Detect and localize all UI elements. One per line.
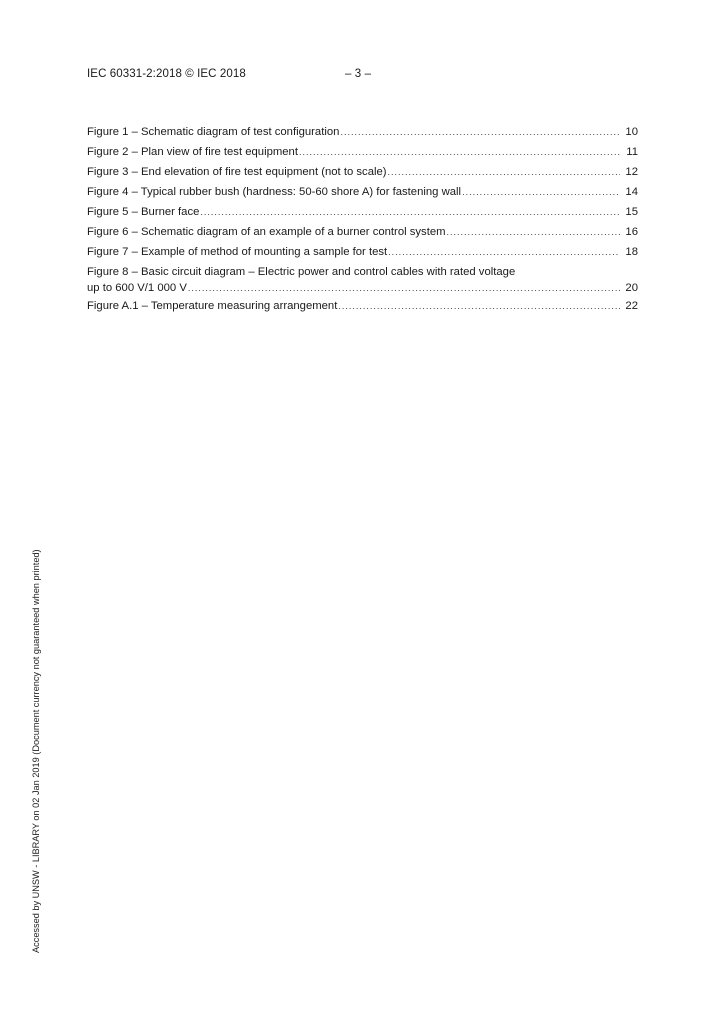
dot-leader [388, 165, 620, 179]
toc-entry-text: Figure 1 – Schematic diagram of test configuration [87, 126, 340, 138]
toc-entry-figure-3[interactable] [87, 163, 638, 183]
toc-entry-page: 15 [625, 206, 638, 218]
dot-leader [447, 225, 620, 239]
toc-entry-page: 14 [625, 186, 638, 198]
toc-entry-text: Figure 4 – Typical rubber bush (hardness: 50-60 shore A) for fastening wall [87, 186, 462, 198]
toc-entry-page: 12 [625, 166, 638, 178]
toc-entry-figure-7[interactable] [87, 243, 638, 263]
toc-entry-text: Figure A.1 – Temperature measuring arrangement [87, 300, 338, 312]
dot-leader [299, 145, 620, 159]
toc-entry-page: 18 [625, 246, 638, 258]
toc-entry-figure-1[interactable] [87, 123, 638, 143]
page-number: – 3 – [345, 68, 372, 80]
dot-leader [188, 281, 620, 295]
toc-entry-text-line-2: up to 600 V/1 000 V [87, 282, 187, 294]
page-header [87, 68, 387, 84]
toc-entry-text: Figure 6 – Schematic diagram of an example of a burner control system [87, 226, 446, 238]
toc-entry-figure-a1[interactable] [87, 297, 638, 317]
toc-entry-page: 20 [625, 282, 638, 294]
toc-entry-page: 11 [626, 146, 638, 158]
toc-entry-text: Figure 3 – End elevation of fire test equipment (not to scale) [87, 166, 387, 178]
dot-leader [340, 125, 620, 139]
toc-entry-text: Figure 7 – Example of method of mounting a sample for test [87, 246, 388, 258]
toc-entry-text-line-1: Figure 8 – Basic circuit diagram – Electric power and control cables with rated voltage [87, 266, 516, 278]
toc-entry-page: 22 [625, 300, 638, 312]
standard-identifier: IEC 60331-2:2018 © IEC 2018 [87, 68, 246, 80]
list-of-figures [87, 123, 638, 317]
toc-entry-figure-6[interactable] [87, 223, 638, 243]
dot-leader [462, 185, 620, 199]
toc-entry-figure-4[interactable] [87, 183, 638, 203]
dot-leader [338, 299, 620, 313]
toc-entry-page: 16 [625, 226, 638, 238]
toc-entry-text: Figure 5 – Burner face [87, 206, 200, 218]
dot-leader [200, 205, 620, 219]
toc-entry-page: 10 [625, 126, 638, 138]
toc-entry-figure-2[interactable] [87, 143, 638, 163]
toc-entry-figure-8[interactable] [87, 263, 638, 297]
dot-leader [388, 245, 620, 259]
toc-entry-text: Figure 2 – Plan view of fire test equipment [87, 146, 298, 158]
access-watermark: Accessed by UNSW - LIBRARY on 02 Jan 2019 (Document currency not guaranteed when printed) [31, 549, 41, 953]
toc-entry-figure-5[interactable] [87, 203, 638, 223]
